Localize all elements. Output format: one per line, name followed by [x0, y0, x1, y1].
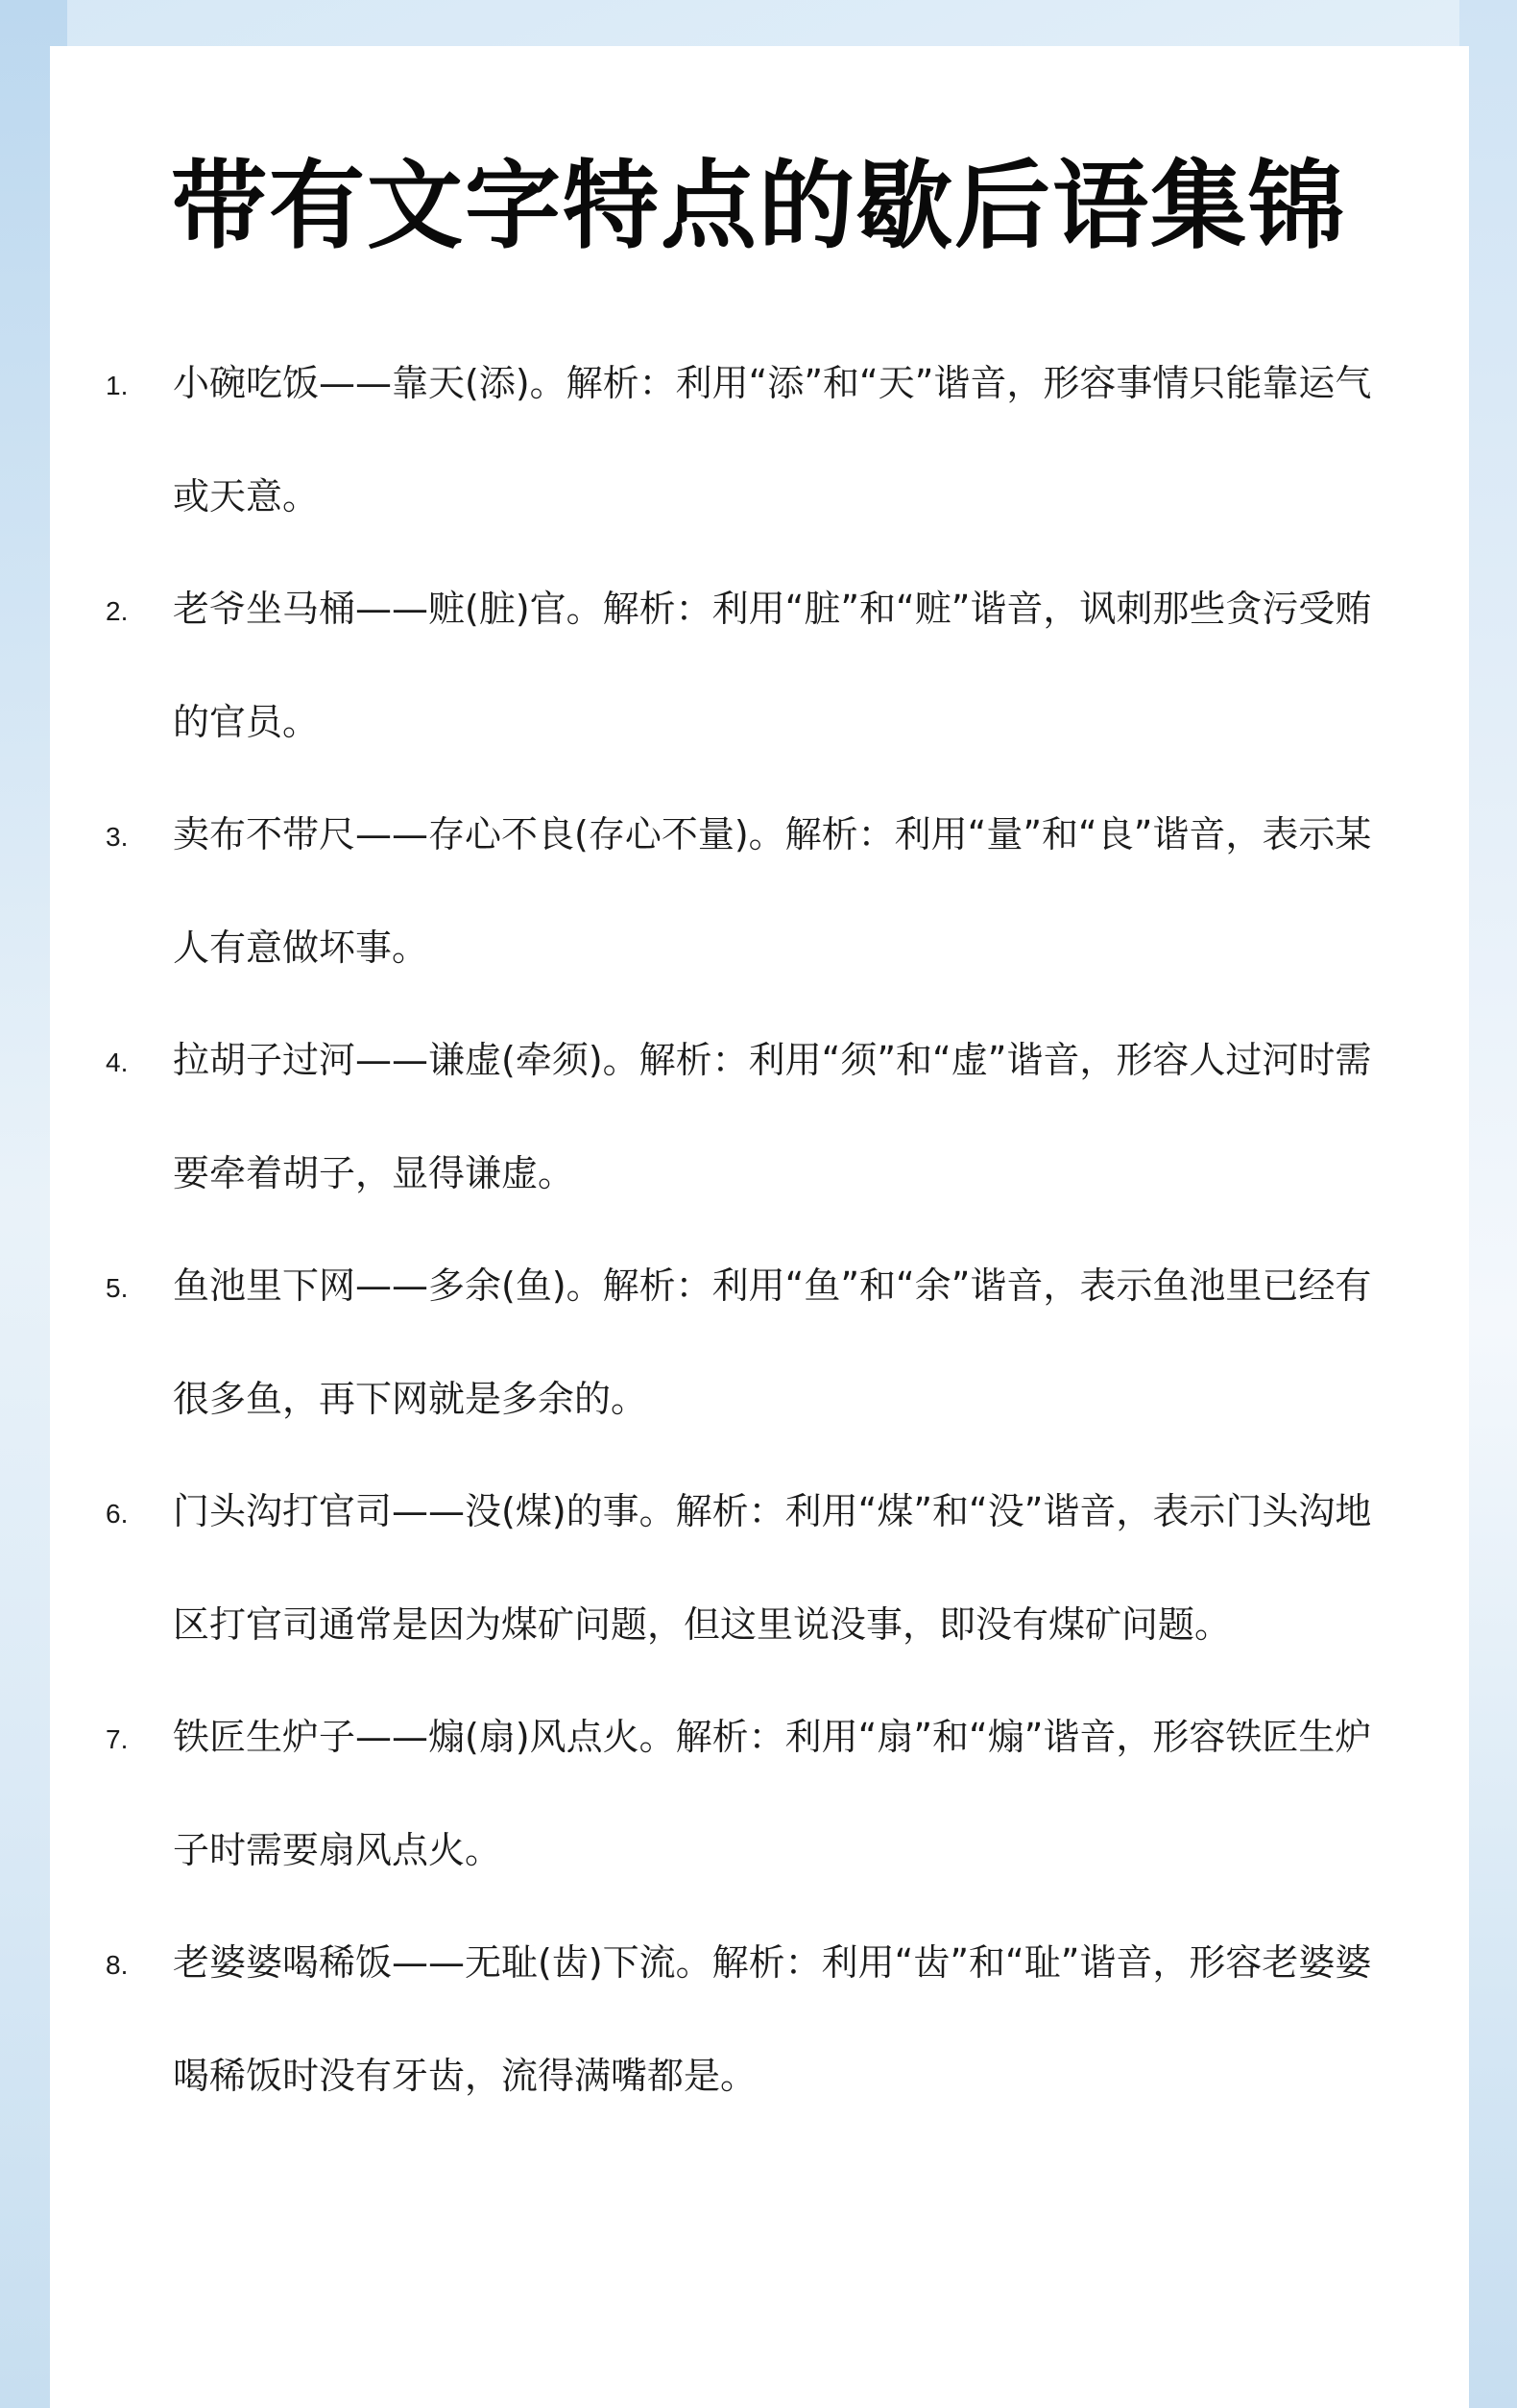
page-title: 带有文字特点的歇后语集锦 — [171, 150, 1346, 262]
item-number: 8. — [106, 1950, 129, 1980]
item-number: 5. — [106, 1273, 129, 1303]
item-text: 老爷坐马桶——赃(脏)官。解析：利用“脏”和“赃”谐音，讽刺那些贪污受贿的官员。 — [173, 588, 1372, 743]
item-text: 鱼池里下网——多余(鱼)。解析：利用“鱼”和“余”谐音，表示鱼池里已经有很多鱼，再下网就是多余的。 — [173, 1264, 1372, 1420]
item-number: 4. — [106, 1047, 129, 1077]
item-text: 门头沟打官司——没(煤)的事。解析：利用“煤”和“没”谐音，表示门头沟地区打官司通常是因为煤矿问题，但这里说没事，即没有煤矿问题。 — [173, 1490, 1372, 1646]
item-number: 1. — [106, 371, 129, 400]
item-text: 小碗吃饭——靠天(添)。解析：利用“添”和“天”谐音，形容事情只能靠运气或天意。 — [173, 362, 1372, 518]
item-text: 拉胡子过河——谦虚(牵须)。解析：利用“须”和“虚”谐音，形容人过河时需要牵着胡子，显得谦虚。 — [173, 1039, 1372, 1194]
item-number: 6. — [106, 1499, 129, 1529]
item-text: 老婆婆喝稀饭——无耻(齿)下流。解析：利用“齿”和“耻”谐音，形容老婆婆喝稀饭时没有牙齿，流得满嘴都是。 — [173, 1941, 1372, 2097]
item-number: 7. — [106, 1724, 129, 1754]
item-text: 铁匠生炉子——煽(扇)风点火。解析：利用“扇”和“煽”谐音，形容铁匠生炉子时需要扇风点火。 — [173, 1716, 1372, 1871]
item-number: 2. — [106, 596, 129, 626]
item-number: 3. — [106, 822, 129, 852]
item-text: 卖布不带尺——存心不良(存心不量)。解析：利用“量”和“良”谐音，表示某人有意做坏事。 — [173, 813, 1372, 969]
